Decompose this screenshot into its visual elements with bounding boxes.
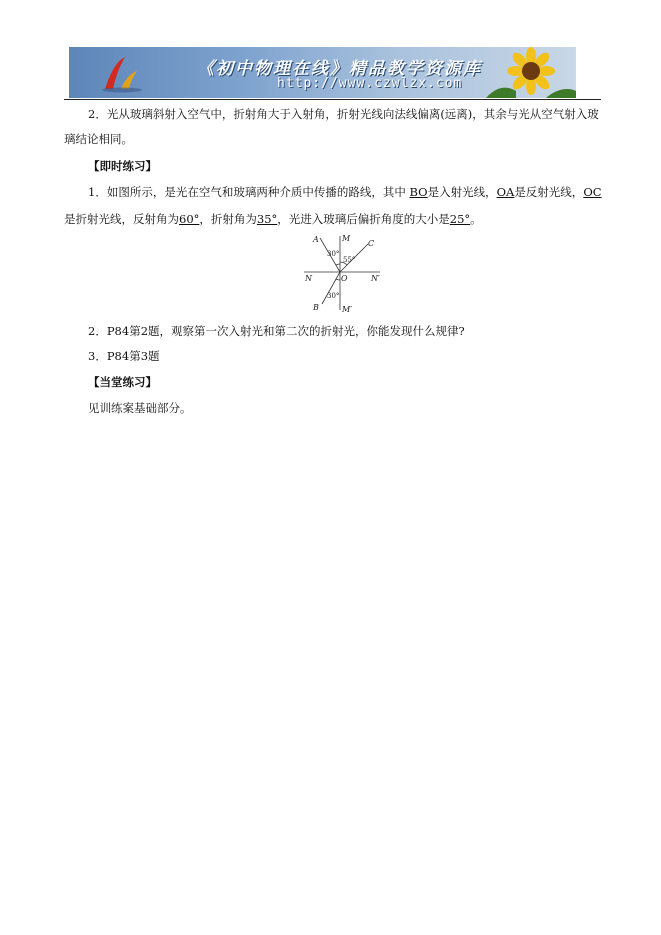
label-n: N <box>305 274 312 283</box>
angle-30-top: 30° <box>327 250 340 258</box>
para2-line2: 璃结论相同。 <box>64 132 133 146</box>
q2: 2．P84第2题，观察第一次入射光和第二次的折射光，你能发现什么规律? <box>88 324 465 338</box>
arc-30-bottom <box>336 279 340 280</box>
q1-text-7: 。 <box>470 212 482 226</box>
final-note: 见训练案基础部分。 <box>88 401 192 415</box>
q1-blank-bo: BO <box>409 185 428 199</box>
logo-icon <box>97 53 147 93</box>
q1-blank-reflect-angle: 60° <box>179 212 200 226</box>
label-c: C <box>368 239 375 248</box>
q1-line1 <box>88 185 602 199</box>
q1-blank-deflect-angle: 25° <box>449 212 471 226</box>
q1-text-4: 是折射光线，反射角为 <box>64 212 179 226</box>
header-divider <box>64 99 601 100</box>
label-m-prime: M′ <box>342 305 353 314</box>
label-m: M <box>342 234 351 243</box>
angle-30-bottom: 30° <box>327 292 340 300</box>
section-class-practice: 【当堂练习】 <box>88 375 157 389</box>
banner-title: 《初中物理在线》精品教学资源库 <box>197 59 482 79</box>
label-b: B <box>313 303 319 312</box>
angle-55: 55° <box>343 256 356 264</box>
label-a: A <box>313 235 319 244</box>
q1-line2 <box>64 212 482 226</box>
q1-text-6: ，光进入玻璃后偏折角度的大小是 <box>277 212 450 226</box>
header-banner <box>69 47 576 98</box>
q1-text-1: 1．如图所示，是光在空气和玻璃两种介质中传播的路线，其中 <box>88 185 410 199</box>
q3: 3．P84第3题 <box>88 349 160 363</box>
para2-line1: 2．光从玻璃斜射入空气中，折射角大于入射角，折射光线向法线偏离(远离)，其余与光从空气射入玻 <box>88 107 599 121</box>
q1-blank-oa: OA <box>496 185 515 199</box>
section-instant-practice: 【即时练习】 <box>88 159 157 173</box>
sunflower-icon <box>476 47 576 98</box>
banner-url: http://www.czwlzx.com <box>277 76 463 91</box>
label-n-prime: N′ <box>371 274 380 283</box>
q1-text-5: ，折射角为 <box>199 212 257 226</box>
q1-blank-refract-angle: 35° <box>256 212 278 226</box>
label-o: O <box>341 274 348 283</box>
q1-blank-oc: OC <box>583 185 602 199</box>
arc-30-top <box>336 264 340 265</box>
q1-text-2: 是入射光线， <box>427 185 497 199</box>
refraction-diagram <box>296 232 386 314</box>
q1-text-3: 是反射光线， <box>514 185 584 199</box>
